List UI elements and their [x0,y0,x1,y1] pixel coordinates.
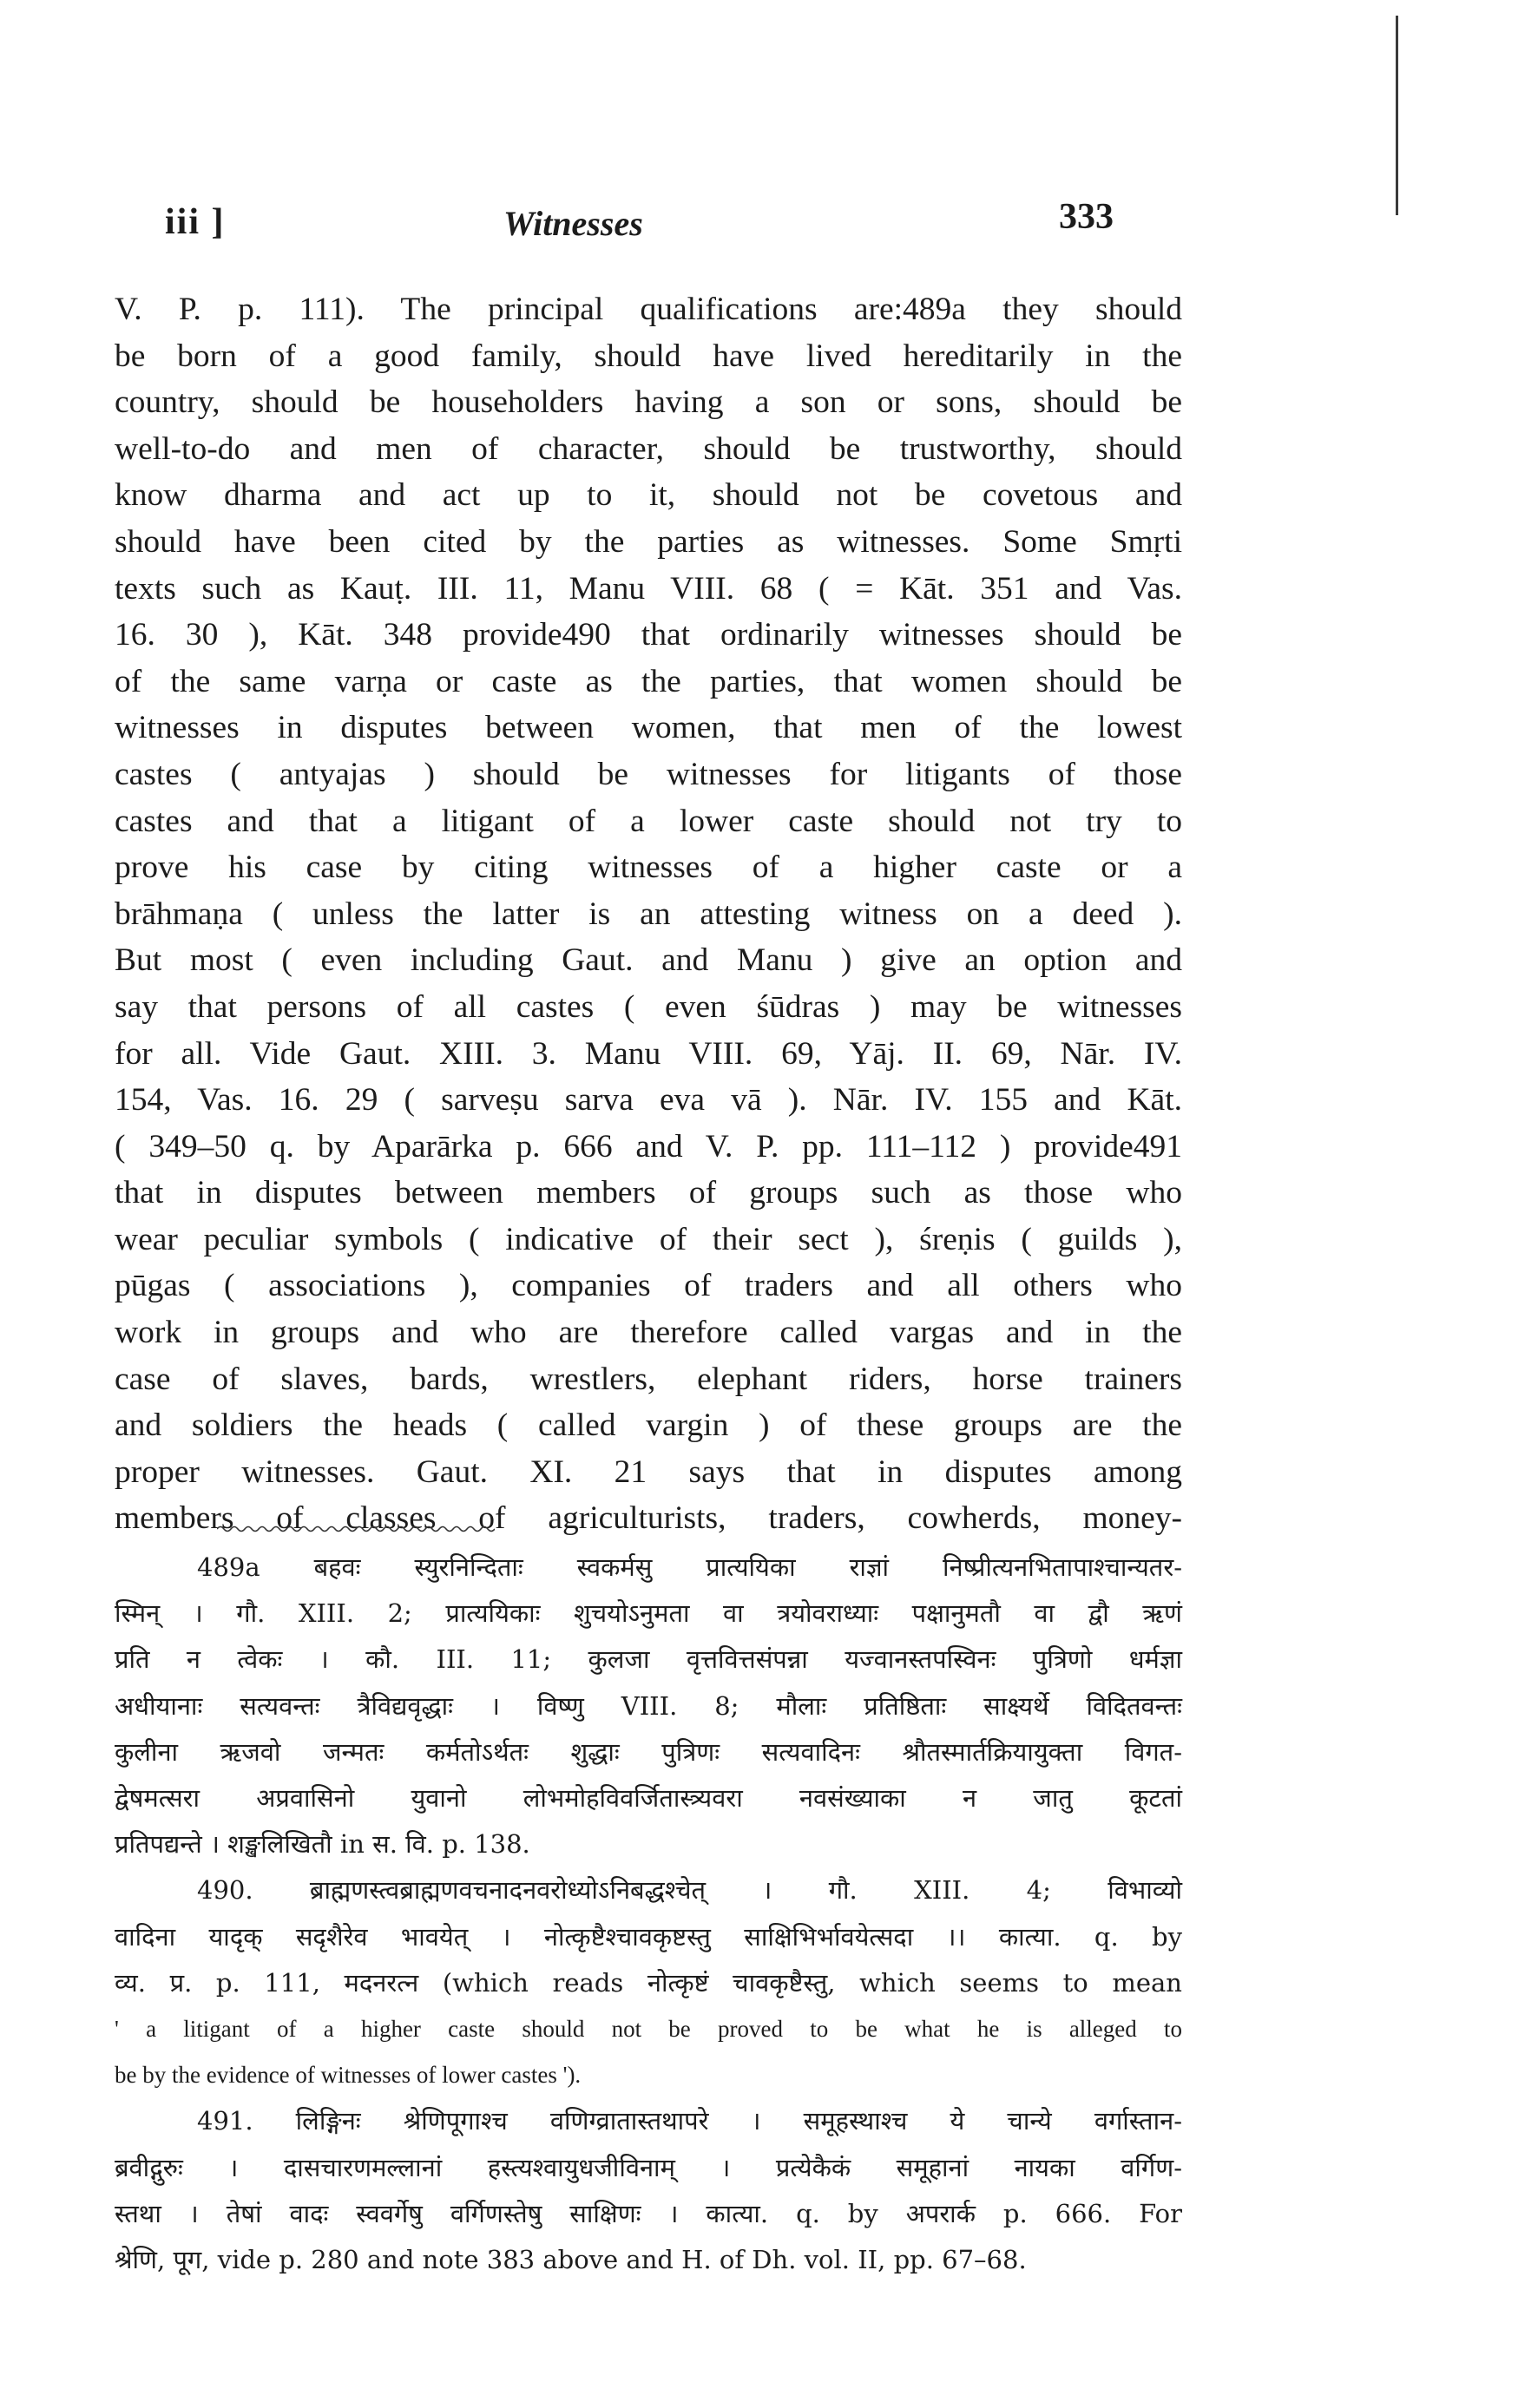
footnote-line: प्रतिपद्यन्ते । शङ्खलिखितौ in स. वि. p. 138. [115,1829,530,1860]
footnote-line: अधीयानाः सत्यवन्तः त्रैविद्यवृद्धाः । विष्णु VIII. 8; मौलाः प्रतिष्ठिताः साक्ष्यर्थे विदितवन्तः [115,1690,1182,1721]
text-line: wear peculiar symbols ( indicative of their sect ), śreṇis ( guilds ), [115,1221,1182,1257]
footnote-line: ब्रवीद्गुरुः । दासचारणमल्लानां हस्त्यश्वायुधजीविनाम् । प्रत्येकैकं समूहानां नायका वर्गिण- [115,2152,1182,2182]
text-line: country, should be householders having a son or sons, should be [115,384,1182,421]
text-line: and soldiers the heads ( called vargin ) of these groups are the [115,1407,1182,1444]
text-line: pūgas ( associations ), companies of traders and all others who [115,1268,1182,1304]
text-line: work in groups and who are therefore called vargas and in the [115,1315,1182,1351]
text-line: case of slaves, bards, wrestlers, elephant riders, horse trainers [115,1361,1182,1397]
footnote-line: द्वेषमत्सरा अप्रवासिनो युवानो लोभमोहविवर्जितास्त्र्यवरा नवसंख्याका न जातु कूटतां [115,1783,1182,1814]
text-line: should have been cited by the parties as witnesses. Some Smṛti [115,523,1182,560]
text-line: texts such as Kauṭ. III. 11, Manu VIII. 68 ( = Kāt. 351 and Vas. [115,570,1182,607]
chapter-marker: iii ] [165,202,226,242]
text-line: But most ( even including Gaut. and Manu ) give an option and [115,942,1182,979]
main-text [115,286,1182,1542]
text-line: 16. 30 ), Kāt. 348 provide490 that ordinarily witnesses should be [115,617,1182,653]
footnote-line: कुलीना ऋजवो जन्मतः कर्मतोऽर्थतः शुद्धाः पुत्रिणः सत्यवादिनः श्रौतस्मार्तक्रियायुक्ता विगत- [115,1736,1182,1767]
footnote-line: स्मिन् । गौ. XIII. 2; प्रात्ययिकाः शुचयोऽनुमता वा त्रयोवराध्याः पक्षानुमतौ वा द्वौ ऋणं [115,1598,1182,1629]
footnote-line: श्रेणि, पूग, vide p. 280 and note 383 above and H. of Dh. vol. II, pp. 67–68. [115,2245,1027,2275]
text-line: castes ( antyajas ) should be witnesses for litigants of those [115,756,1182,792]
footnotes [115,1545,1182,2283]
text-line: brāhmaṇa ( unless the latter is an attesting witness on a deed ). [115,896,1182,932]
text-line: of the same varṇa or caste as the parties, that women should be [115,663,1182,699]
footnote-489a: 489a बहवः स्युरनिन्दिताः स्वकर्मसु प्रात्ययिका राज्ञां निष्प्रीत्यनभितापाश्चान्यतर- [197,1552,1182,1582]
margin-rule [1396,16,1398,215]
footnote-line: व्य. प्र. p. 111, मदनरत्न (which reads नोत्कृष्टं चावकृष्टैस्तु, which seems to mean [115,1967,1182,1998]
footnote-line: प्रति न त्वेकः । कौ. III. 11; कुलजा वृत्तवित्तसंपन्ना यज्वानस्तपस्विनः पुत्रिणो धर्मज्ञा [115,1644,1182,1675]
text-line: know dharma and act up to it, should not be covetous and [115,477,1182,514]
text-line: castes and that a litigant of a lower caste should not try to [115,803,1182,839]
text-line: say that persons of all castes ( even śūdras ) may be witnesses [115,988,1182,1025]
text-line: be born of a good family, should have lived hereditarily in the [115,338,1182,374]
footnote-line: be by the evidence of witnesses of lower castes '). [115,2062,582,2089]
text-line: prove his case by citing witnesses of a higher caste or a [115,850,1182,886]
text-line: for all. Vide Gaut. XIII. 3. Manu VIII. 69, Yāj. II. 69, Nār. IV. [115,1035,1182,1072]
footnote-line: स्तथा । तेषां वादः स्ववर्गेषु वर्गिणस्तेषु साक्षिणः । कात्या. q. by अपरार्क p. 666. For [115,2198,1182,2228]
page-number: 333 [1059,197,1114,237]
text-line: ( 349–50 q. by Aparārka p. 666 and V. P. pp. 111–112 ) provide491 [115,1128,1182,1165]
footnote-line: वादिना यादृक् सदृशैरेव भावयेत् । नोत्कृष्टैश्चावकृष्टस्तु साक्षिभिर्भावयेत्सदा ।। कात्या. q. by [115,1921,1182,1952]
text-line: proper witnesses. Gaut. XI. 21 says that in disputes among [115,1453,1182,1490]
text-line: that in disputes between members of groups such as those who [115,1175,1182,1211]
text-line: witnesses in disputes between women, that men of the lowest [115,710,1182,746]
footnote-490: 490. ब्राह्मणस्त्वब्राह्मणवचनादनवरोध्योऽनिबद्धश्चेत् । गौ. XIII. 4; विभाव्यो [197,1875,1182,1906]
text-line: well-to-do and men of character, should be trustworthy, should [115,430,1182,467]
text-line: V. P. p. 111). The principal qualifications are:489a they should [115,292,1182,327]
text-line: members of classes of agriculturists, traders, cowherds, money- [115,1500,1182,1537]
page-header [165,197,1189,253]
footnote-line: ' a litigant of a higher caste should not be proved to be what he is alleged to [115,2016,1182,2043]
footnote-separator [217,1525,495,1533]
text-line: 154, Vas. 16. 29 ( sarveṣu sarva eva vā ). Nār. IV. 155 and Kāt. [115,1082,1182,1119]
footnote-491: 491. लिङ्गिनः श्रेणिपूगाश्च वणिग्व्रातास्तथापरे । समूहस्थाश्च ये चान्ये वर्गास्तान- [197,2106,1182,2136]
running-title: Witnesses [503,204,643,243]
